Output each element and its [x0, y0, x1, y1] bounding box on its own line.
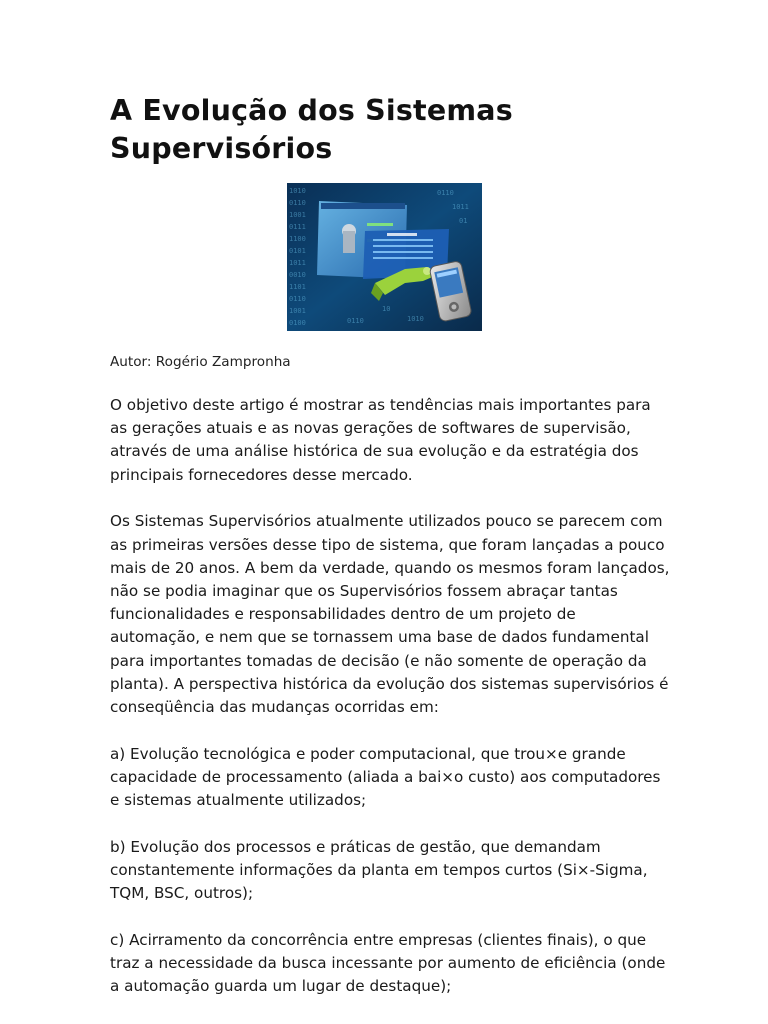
svg-text:1100: 1100: [289, 235, 306, 243]
article-illustration: [287, 183, 482, 331]
svg-text:0110: 0110: [289, 199, 306, 207]
svg-text:0110: 0110: [437, 189, 454, 197]
svg-text:0110: 0110: [347, 317, 364, 325]
paragraph: O objetivo deste artigo é mostrar as tendências mais importantes para as gerações atuais e as novas gerações de softwares de supervisão, através de uma análise histórica de sua evolução e da estratégia dos principais fornecedores desse mercado.: [110, 396, 651, 484]
article-title: A Evolução dos Sistemas Supervisórios: [110, 94, 513, 165]
svg-text:1001: 1001: [289, 211, 306, 219]
svg-text:01: 01: [459, 217, 468, 225]
paragraph: a) Evolução tecnológica e poder computacional, que trou×e grande capacidade de processamento (aliada a bai×o custo) aos computadores e sistemas atualmente utilizados;: [110, 744, 661, 810]
article-body: [110, 394, 670, 1022]
svg-text:1010: 1010: [289, 187, 306, 195]
paragraph: c) Acirramento da concorrência entre empresas (clientes finais), o que traz a necessidade da busca incessante por aumento de eficiência (onde a automação guarda um lugar de destaque);: [110, 930, 666, 996]
paragraph: b) Evolução dos processos e práticas de gestão, que demandam constantemente informações da planta em tempos curtos (Si×-Sigma, TQM, BSC, outros);: [110, 837, 648, 903]
paragraph: Os Sistemas Supervisórios atualmente utilizados pouco se parecem com as primeiras versões desse tipo de sistema, que foram lançadas a pouco mais de 20 anos. A bem da verdade, quando os mesmos foram lançados, não se podia imaginar que os Supervisórios fossem abraçar tantas funcionalidades e responsabilidades dentro de um projeto de automação, e nem que se tornassem uma base de dados fundamental para importantes tomadas de decisão (e não somente de operação da planta). A perspectiva histórica da evolução dos sistemas supervisórios é conseqüência das mudanças ocorridas em:: [110, 512, 670, 716]
svg-text:1011: 1011: [289, 259, 306, 267]
svg-text:1011: 1011: [452, 203, 469, 211]
article: [110, 92, 670, 996]
svg-text:1010: 1010: [407, 315, 424, 323]
author-line: Autor: Rogério Zampronha: [110, 354, 291, 370]
svg-text:1101: 1101: [289, 283, 306, 291]
svg-text:0110: 0110: [289, 295, 306, 303]
svg-text:0010: 0010: [289, 271, 306, 279]
svg-text:0100: 0100: [289, 319, 306, 327]
svg-text:1001: 1001: [289, 307, 306, 315]
svg-text:0111: 0111: [289, 223, 306, 231]
svg-text:10: 10: [382, 305, 391, 313]
svg-text:0101: 0101: [289, 247, 306, 255]
